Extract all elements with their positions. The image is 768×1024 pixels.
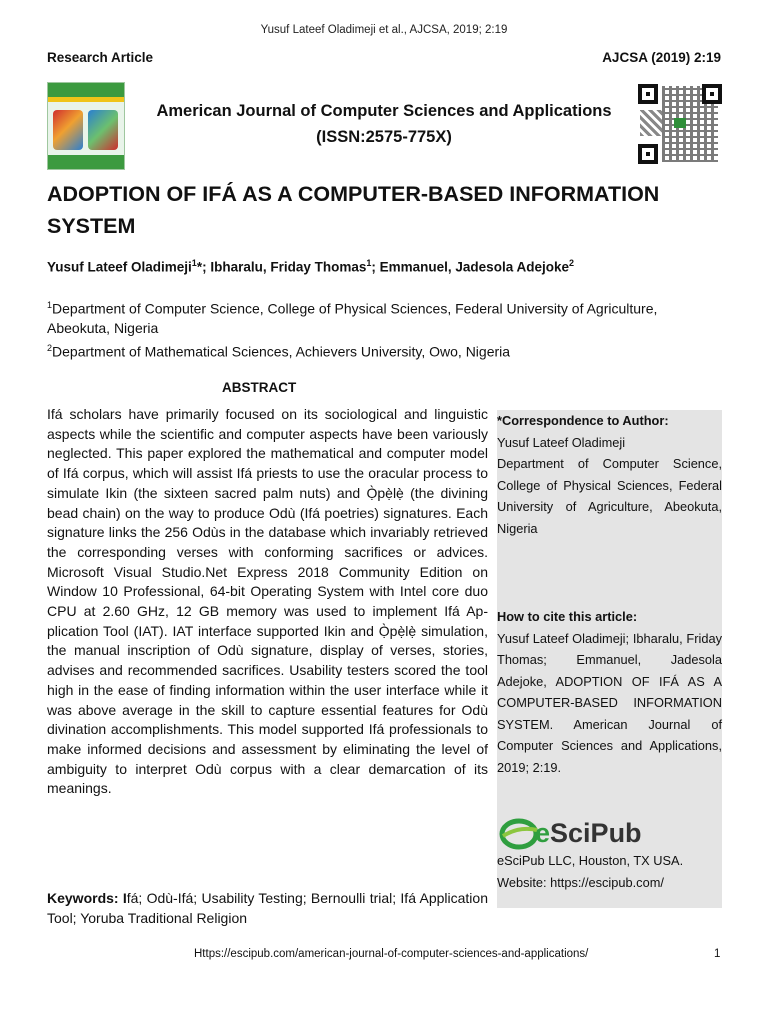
escipub-wordmark-e: e [535, 818, 551, 848]
publisher-website: Website: https://escipub.com/ [497, 874, 664, 890]
affiliation-1 [47, 296, 721, 339]
paper-title-line-1: ADOPTION OF IFÁ AS A COMPUTER-BASED INFORMATION [47, 182, 660, 206]
affiliation-2 [47, 339, 721, 362]
citation-block [497, 606, 722, 778]
cite-heading: How to cite this article: [497, 609, 638, 624]
journal-name: American Journal of Computer Sciences and Applications [156, 102, 612, 120]
article-citation: AJCSA (2019) 2:19 [602, 50, 721, 65]
running-head: Yusuf Lateef Oladimeji et al., AJCSA, 2019; 2:19 [260, 24, 508, 36]
correspondence-author: Yusuf Lateef Oladimeji [497, 434, 626, 450]
author-separator: ; [202, 259, 211, 275]
escipub-logo [497, 812, 722, 852]
keywords-label: Keywords: I [47, 890, 127, 906]
keywords-text: fá; Odù-Ifá; Usability Testing; Bernoulli trial; Ifá Application Tool; Yoruba Traditional Religion [47, 890, 488, 926]
journal-issn: (ISSN:2575-775X) [316, 128, 452, 146]
abstract-heading: ABSTRACT [222, 380, 297, 395]
publisher-info [497, 850, 722, 893]
affiliation-1-text: Department of Computer Science, College of Physical Sciences, Federal University of Agriculture, Abeokuta, Nigeria [47, 300, 658, 337]
correspondence-heading: *Correspondence to Author: [497, 413, 669, 428]
author-separator: ; [371, 259, 380, 275]
footer-url[interactable]: Https://escipub.com/american-journal-of-computer-sciences-and-applications/ [194, 948, 589, 960]
cite-text: Yusuf Lateef Oladimeji; Ibharalu, Friday Thomas; Emmanuel, Jadesola Adejoke, ADOPTION OF IFÁ AS A COMPUTER-BASED INFORMATION SYSTEM. American Journal of Computer Sciences and Applications, 2019; 2:19. [497, 630, 722, 775]
keywords [47, 888, 488, 928]
author-3-affil: 2 [568, 258, 574, 268]
affiliations [47, 296, 721, 362]
publisher-address: eSciPub LLC, Houston, TX USA. [497, 853, 684, 868]
paper-title [47, 178, 721, 242]
qr-code-icon [636, 82, 724, 166]
affiliation-2-text: Department of Mathematical Sciences, Achievers University, Owo, Nigeria [52, 343, 511, 360]
abstract-text: Ifá scholars have primarily focused on its sociological and linguistic aspects while the scientific and computer aspects have been variously neglected. This paper explored the mathematical and computer model of Ifá corpus, which will assist Ifá priests to use the oracular process to simulate Ikin (the sixteen sacred palm nuts) and Ọ̀pẹ̀lẹ̀ (the divining bead chain) on the way to produce Odù (Ifá poetries) signatures. Each signature links the 256 Odùs in the database which invariably retrieved the corresponding verses with conforming sacrifices or advices. Microsoft Visual Studio.Net Express 2018 Community Edition on Window 10 Professional, 64-bit Operating System with Intel core duo CPU at 2.60 GHz, 12 GB memory was used to implement Ifá Application Tool (IAT). IAT interface supported Ikin and Ọ̀pẹ̀lẹ̀ simulation, the manual inscription of Odù signature, display of verses, stories, advises and recommended sacrifices. Usability testers scored the tool high in the ease of finding information within the user interface while it was above average in the skill to capture essential features for Odù divination accomplishments. This model supported Ifá professionals to make informed decisions and assessment by eliminating the level of ambiguity to interpret Odù corpus with a clear demarcation of its meanings. [47, 406, 488, 797]
author-list [47, 258, 721, 275]
author-1-name: Yusuf Lateef Oladimeji [47, 259, 192, 275]
affiliation-2-number: 2 [47, 342, 53, 353]
correspondence-address: Department of Computer Science, College of Physical Sciences, Federal University of Agriculture, Abeokuta, Nigeria [497, 456, 722, 536]
escipub-wordmark [535, 818, 642, 849]
page-number: 1 [714, 948, 721, 960]
paper-title-line-2: SYSTEM [47, 214, 136, 238]
info-sidebar [497, 410, 722, 908]
author-3-name: Emmanuel, Jadesola Adejoke [379, 259, 569, 275]
affiliation-1-number: 1 [47, 300, 53, 310]
escipub-wordmark-rest: SciPub [550, 818, 642, 848]
author-1-corresponding-mark: * [196, 259, 203, 275]
author-2-name: Ibharalu, Friday Thomas [210, 259, 367, 275]
author-2-affil: 1 [366, 258, 372, 268]
article-type: Research Article [47, 50, 154, 65]
journal-cover-thumbnail [47, 82, 125, 170]
author-1-affil: 1 [191, 258, 197, 268]
correspondence-block [497, 410, 722, 539]
